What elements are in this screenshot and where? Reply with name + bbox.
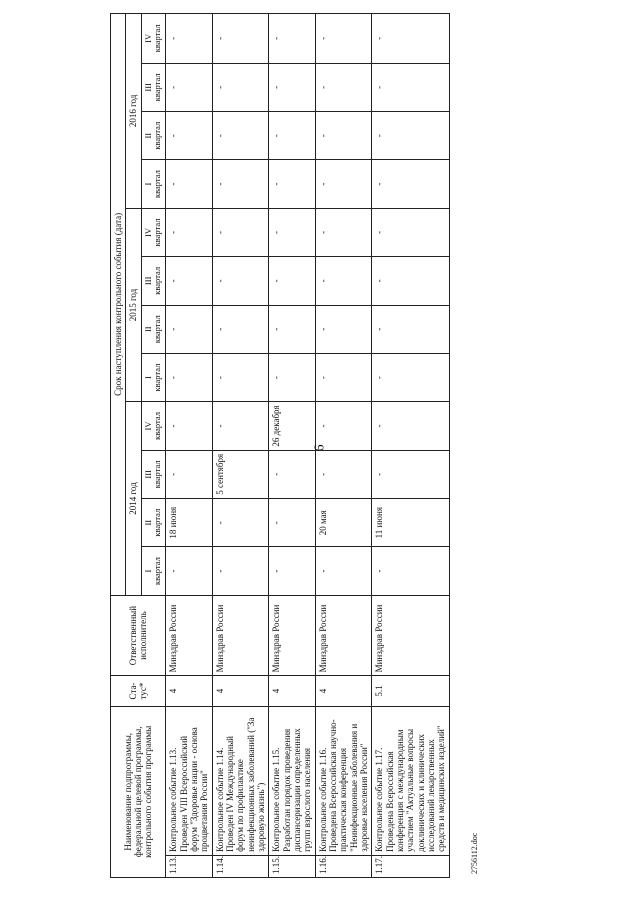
header-quarter-cell <box>141 402 166 450</box>
responsible-executor: Минздрав России <box>212 595 269 676</box>
date-cell: - <box>166 112 212 160</box>
header-name-col: Наименование подпрограммы, федеральной целевой программы, контрольного события программы <box>111 706 166 877</box>
date-cell: - <box>166 14 212 64</box>
date-cell: - <box>372 112 449 160</box>
header-quarter-cell <box>141 499 166 547</box>
event-name: Контрольное событие 1.13. Проведен VIII Всероссийский форум "Здоровье нации - основа процветания России" <box>166 706 212 855</box>
header-year-2016: 2016 год <box>126 14 141 209</box>
footer-doc-code: 2756112.doc <box>470 832 479 874</box>
row-number: 1.14. <box>212 855 269 877</box>
quarter-numeral: IV <box>142 33 153 43</box>
table-body <box>166 14 450 878</box>
date-cell: - <box>269 353 315 401</box>
date-cell: - <box>315 112 372 160</box>
date-cell: - <box>315 160 372 208</box>
date-cell: - <box>166 402 212 450</box>
date-cell: - <box>212 257 269 305</box>
date-cell: - <box>212 112 269 160</box>
date-cell: - <box>372 353 449 401</box>
quarter-numeral: II <box>142 326 153 333</box>
quarter-word: квартал <box>152 170 163 199</box>
control-events-table <box>110 13 450 878</box>
quarter-word: квартал <box>152 121 163 150</box>
event-name: Контрольное событие 1.15. Разработан порядок проведения диспансеризации определенных групп взрослого населения <box>269 706 315 855</box>
table-row <box>372 14 449 878</box>
header-quarter-cell <box>141 305 166 353</box>
header-quarter-cell <box>141 112 166 160</box>
header-status-col: Ста-тус* <box>111 676 166 706</box>
responsible-executor: Минздрав России <box>166 595 212 676</box>
date-cell: 26 декабря <box>269 402 315 450</box>
date-cell: - <box>166 450 212 498</box>
table-row <box>212 14 269 878</box>
event-status: 4 <box>315 676 372 706</box>
date-cell: - <box>212 208 269 256</box>
date-cell: - <box>269 63 315 111</box>
date-cell: 18 июня <box>166 499 212 547</box>
date-cell: - <box>269 305 315 353</box>
date-cell: - <box>372 547 449 595</box>
date-cell: - <box>315 450 372 498</box>
date-cell: 20 мая <box>315 499 372 547</box>
date-cell: - <box>269 14 315 64</box>
date-cell: - <box>269 499 315 547</box>
quarter-word: квартал <box>152 315 163 344</box>
date-cell: - <box>212 160 269 208</box>
quarter-word: квартал <box>152 412 163 440</box>
header-date-group: Срок наступления контрольного события (дата) <box>111 14 126 596</box>
event-status: 4 <box>212 676 269 706</box>
date-cell: - <box>315 14 372 64</box>
quarter-numeral: I <box>142 569 153 573</box>
date-cell: - <box>166 63 212 111</box>
date-cell: - <box>269 547 315 595</box>
row-number: 1.17. <box>372 855 449 877</box>
date-cell: 5 сентября <box>212 450 269 498</box>
quarter-word: квартал <box>152 508 163 537</box>
table-row <box>315 14 372 878</box>
date-cell: - <box>212 63 269 111</box>
date-cell: - <box>372 14 449 64</box>
date-cell: - <box>212 499 269 547</box>
header-quarter-cell <box>141 353 166 401</box>
table-header <box>111 14 166 878</box>
date-cell: - <box>315 353 372 401</box>
date-cell: - <box>166 208 212 256</box>
date-cell: - <box>212 14 269 64</box>
date-cell: - <box>269 450 315 498</box>
quarter-word: квартал <box>152 557 163 586</box>
date-cell: - <box>212 305 269 353</box>
header-year-2015: 2015 год <box>126 208 141 402</box>
date-cell: - <box>166 257 212 305</box>
date-cell: - <box>212 547 269 595</box>
event-status: 4 <box>166 676 212 706</box>
row-number: 1.16. <box>315 855 372 877</box>
date-cell: - <box>315 208 372 256</box>
header-quarter-cell <box>141 14 166 64</box>
date-cell: - <box>166 160 212 208</box>
date-cell: - <box>269 112 315 160</box>
date-cell: - <box>166 547 212 595</box>
date-cell: - <box>372 208 449 256</box>
date-cell: - <box>269 160 315 208</box>
date-cell: - <box>315 547 372 595</box>
header-quarter-cell <box>141 257 166 305</box>
date-cell: - <box>372 257 449 305</box>
quarter-numeral: IV <box>142 421 153 431</box>
event-name: Контрольное событие 1.17. Проведена Всероссийская конференция с международным участием "Актуальные вопросы доклинических и клинических исследований лекарственных средств и медицинских изделий" <box>372 706 449 855</box>
quarter-word: квартал <box>152 363 163 392</box>
date-cell: - <box>166 305 212 353</box>
event-status: 4 <box>269 676 315 706</box>
date-cell: - <box>372 305 449 353</box>
quarter-word: квартал <box>152 218 163 247</box>
table-row <box>269 14 315 878</box>
quarter-numeral: II <box>142 132 153 139</box>
quarter-numeral: IV <box>142 227 153 237</box>
responsible-executor: Минздрав России <box>372 595 449 676</box>
header-quarter-cell <box>141 160 166 208</box>
page-number: 6 <box>312 444 328 452</box>
header-resp-col: Ответственный исполнитель <box>111 595 166 676</box>
date-cell: - <box>212 402 269 450</box>
responsible-executor: Минздрав России <box>315 595 372 676</box>
quarter-numeral: II <box>142 519 153 526</box>
rotated-table-container <box>110 13 623 878</box>
event-name: Контрольное событие 1.14. Проведен IV Международный форум по профилактике неинфекционных заболеваний ("За здоровую жизнь") <box>212 706 269 855</box>
header-quarter-cell <box>141 63 166 111</box>
date-cell: 11 июня <box>372 499 449 547</box>
table-row <box>166 14 212 878</box>
row-number: 1.13. <box>166 855 212 877</box>
quarter-numeral: III <box>142 470 153 479</box>
date-cell: - <box>166 353 212 401</box>
date-cell: - <box>372 160 449 208</box>
header-year-2014: 2014 год <box>126 402 141 596</box>
date-cell: - <box>372 63 449 111</box>
date-cell: - <box>315 257 372 305</box>
quarter-word: квартал <box>152 24 163 53</box>
header-quarter-cell <box>141 208 166 256</box>
date-cell: - <box>372 402 449 450</box>
quarter-word: квартал <box>152 266 163 295</box>
date-cell: - <box>269 208 315 256</box>
row-number: 1.15. <box>269 855 315 877</box>
date-cell: - <box>372 450 449 498</box>
quarter-word: квартал <box>152 460 163 489</box>
quarter-numeral: I <box>142 182 153 186</box>
header-quarter-cell <box>141 547 166 595</box>
quarter-numeral: III <box>142 83 153 92</box>
quarter-numeral: III <box>142 276 153 286</box>
date-cell: - <box>315 305 372 353</box>
date-cell: - <box>212 353 269 401</box>
event-status: 5.1 <box>372 676 449 706</box>
date-cell: - <box>315 63 372 111</box>
date-cell: - <box>315 402 372 450</box>
quarter-numeral: I <box>142 376 153 379</box>
date-cell: - <box>269 257 315 305</box>
header-quarter-cell <box>141 450 166 498</box>
event-name: Контрольное событие 1.16. Проведена Всероссийская научно-практическая конференция "Неинфекционные заболевания и здоровье населения России" <box>315 706 372 855</box>
quarter-word: квартал <box>152 73 163 102</box>
responsible-executor: Минздрав России <box>269 595 315 676</box>
